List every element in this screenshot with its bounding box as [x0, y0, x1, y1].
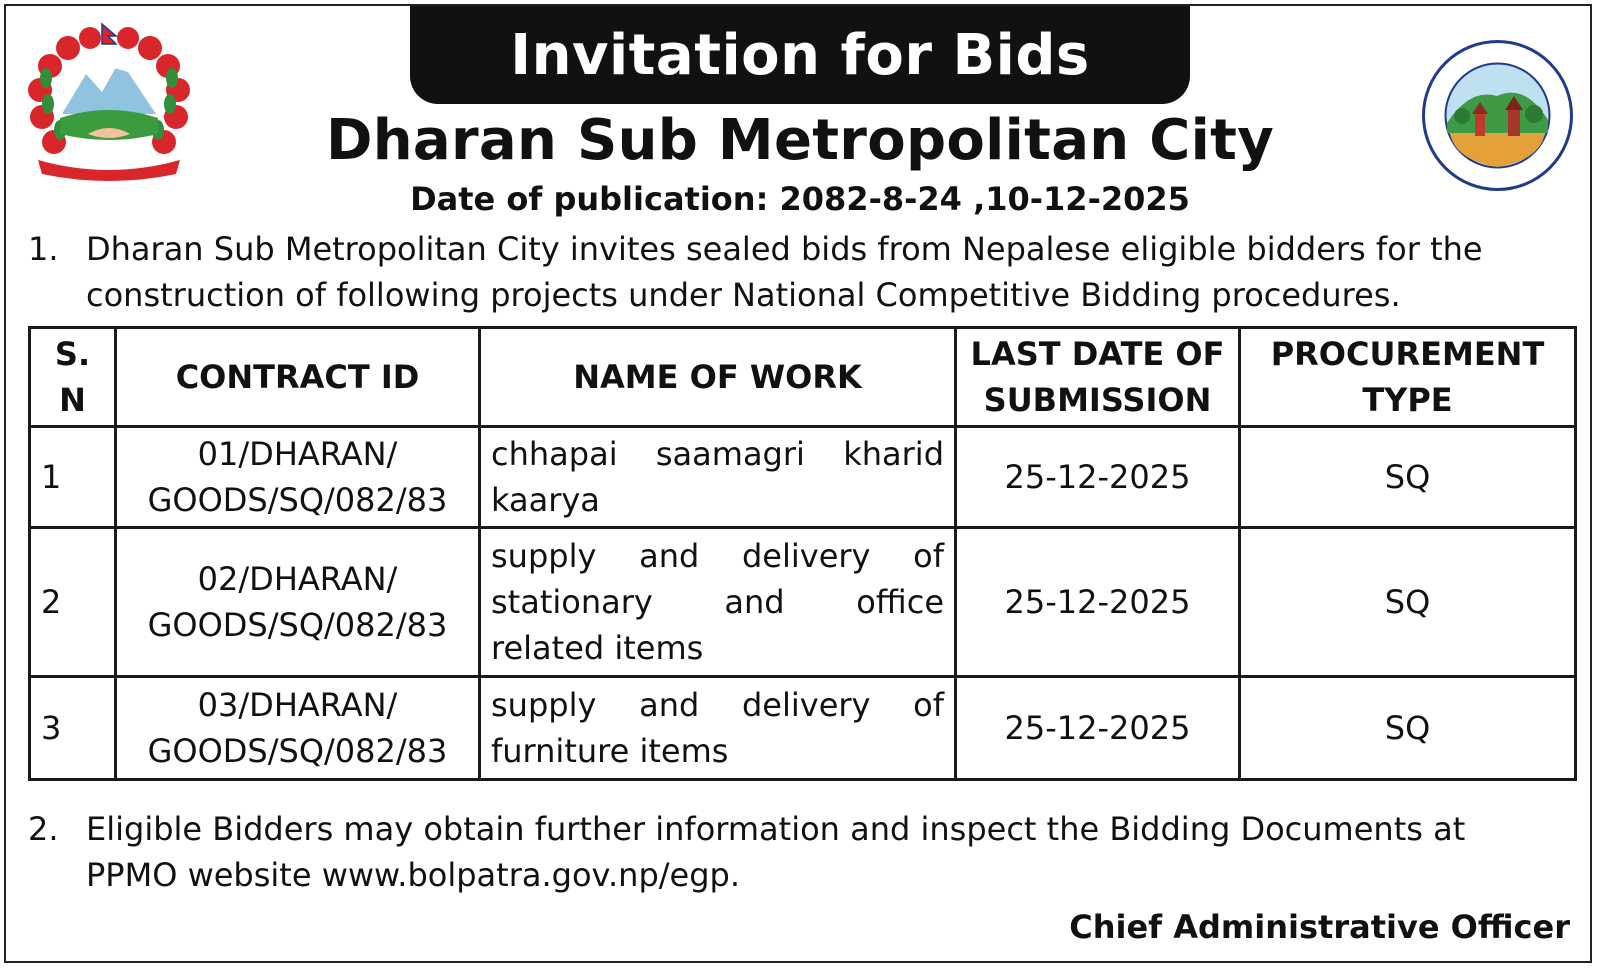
table-header-row	[30, 328, 1576, 427]
publication-date: Date of publication: 2082-8-24 ,10-12-2025	[410, 180, 1190, 218]
header-name-of-work: NAME OF WORK	[480, 328, 956, 427]
intro-number: 1.	[28, 230, 59, 268]
cell-last-date: 25-12-2025	[956, 528, 1240, 677]
cell-last-date: 25-12-2025	[956, 677, 1240, 780]
cell-contract-id: 02/DHARAN/ GOODS/SQ/082/83	[116, 528, 480, 677]
cell-contract-id: 03/DHARAN/ GOODS/SQ/082/83	[116, 677, 480, 780]
cell-procurement-type: SQ	[1240, 528, 1576, 677]
cell-last-date: 25-12-2025	[956, 427, 1240, 528]
cell-procurement-type: SQ	[1240, 677, 1576, 780]
note-text-line1: Eligible Bidders may obtain further information and inspect the Bidding Documents at	[86, 810, 1466, 848]
cell-name-of-work: supply and delivery of furniture items	[480, 677, 956, 780]
cell-sn: 3	[30, 677, 116, 780]
cell-sn: 1	[30, 427, 116, 528]
organization-name: Dharan Sub Metropolitan City	[325, 108, 1275, 173]
title-banner	[410, 6, 1190, 104]
header-procurement-type: PROCUREMENT TYPE	[1240, 328, 1576, 427]
header-sn: S. N	[30, 328, 116, 427]
table-row	[30, 528, 1576, 677]
header-contract-id: CONTRACT ID	[116, 328, 480, 427]
note-number: 2.	[28, 810, 59, 848]
note-text-line2: PPMO website www.bolpatra.gov.np/egp.	[86, 856, 741, 894]
intro-text: Dharan Sub Metropolitan City invites sealed bids from Nepalese eligible bidders for the construction of following projects under National Competitive Bidding procedures.	[86, 230, 1483, 314]
cell-name-of-work: supply and delivery of stationary and office related items	[480, 528, 956, 677]
page-title: Invitation for Bids	[510, 22, 1090, 88]
cell-procurement-type: SQ	[1240, 427, 1576, 528]
signature: Chief Administrative Officer	[1069, 908, 1570, 946]
table-row	[30, 677, 1576, 780]
cell-name-of-work: chhapai saamagri kharid kaarya	[480, 427, 956, 528]
cell-contract-id: 01/DHARAN/ GOODS/SQ/082/83	[116, 427, 480, 528]
header-last-date: LAST DATE OF SUBMISSION	[956, 328, 1240, 427]
table-row	[30, 427, 1576, 528]
bids-table	[28, 326, 1577, 781]
cell-sn: 2	[30, 528, 116, 677]
